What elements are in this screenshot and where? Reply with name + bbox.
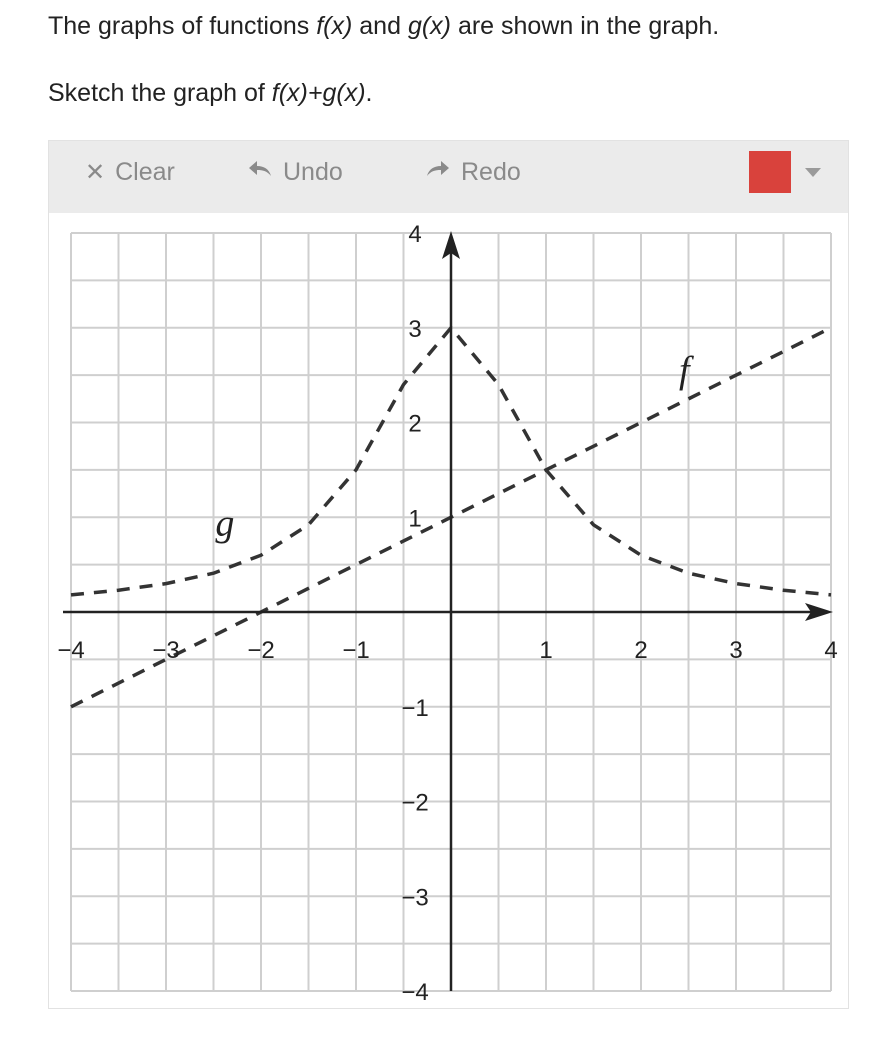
x-tick-label: −4 xyxy=(57,637,85,664)
f-curve-label: f xyxy=(679,349,690,392)
tick-labels xyxy=(57,221,837,1006)
x-tick-label: −2 xyxy=(247,637,275,664)
g-curve-label: g xyxy=(215,502,235,545)
y-tick-label: 3 xyxy=(408,315,422,343)
y-tick-label: −1 xyxy=(401,694,429,722)
y-tick-label: 2 xyxy=(408,410,422,438)
clear-label: Clear xyxy=(115,157,175,186)
y-tick-label: −2 xyxy=(401,789,429,817)
axes xyxy=(63,231,833,991)
curve-labels xyxy=(215,350,694,545)
prompt-text: . xyxy=(365,79,373,107)
y-tick-label: −4 xyxy=(401,979,429,1006)
y-tick-label: −3 xyxy=(401,884,429,912)
prompt-text: The graphs of functions xyxy=(48,12,317,40)
x-tick-label: −3 xyxy=(152,637,180,664)
x-tick-label: 1 xyxy=(539,637,553,664)
prompt-text: and xyxy=(352,12,408,40)
function-g-expression: g(x) xyxy=(407,12,451,40)
y-tick-label: 1 xyxy=(408,505,422,533)
prompt-text: are shown in the graph. xyxy=(451,12,720,40)
graphing-widget xyxy=(48,140,849,1009)
coordinate-plane[interactable] xyxy=(49,141,848,1008)
question-text-line-2 xyxy=(48,78,372,108)
close-icon: ✕ xyxy=(85,158,106,186)
sum-expression: f(x)+g(x) xyxy=(271,79,366,107)
function-f-expression: f(x) xyxy=(316,12,353,40)
question-text-line-1 xyxy=(48,11,719,41)
x-tick-label: 2 xyxy=(634,637,648,664)
x-tick-label: 4 xyxy=(824,637,838,664)
prompt-text: Sketch the graph of xyxy=(48,79,272,107)
x-tick-label: −1 xyxy=(342,637,370,664)
undo-label: Undo xyxy=(283,157,343,186)
y-tick-label: 4 xyxy=(408,221,422,248)
redo-label: Redo xyxy=(461,157,521,186)
x-tick-label: 3 xyxy=(729,637,743,664)
